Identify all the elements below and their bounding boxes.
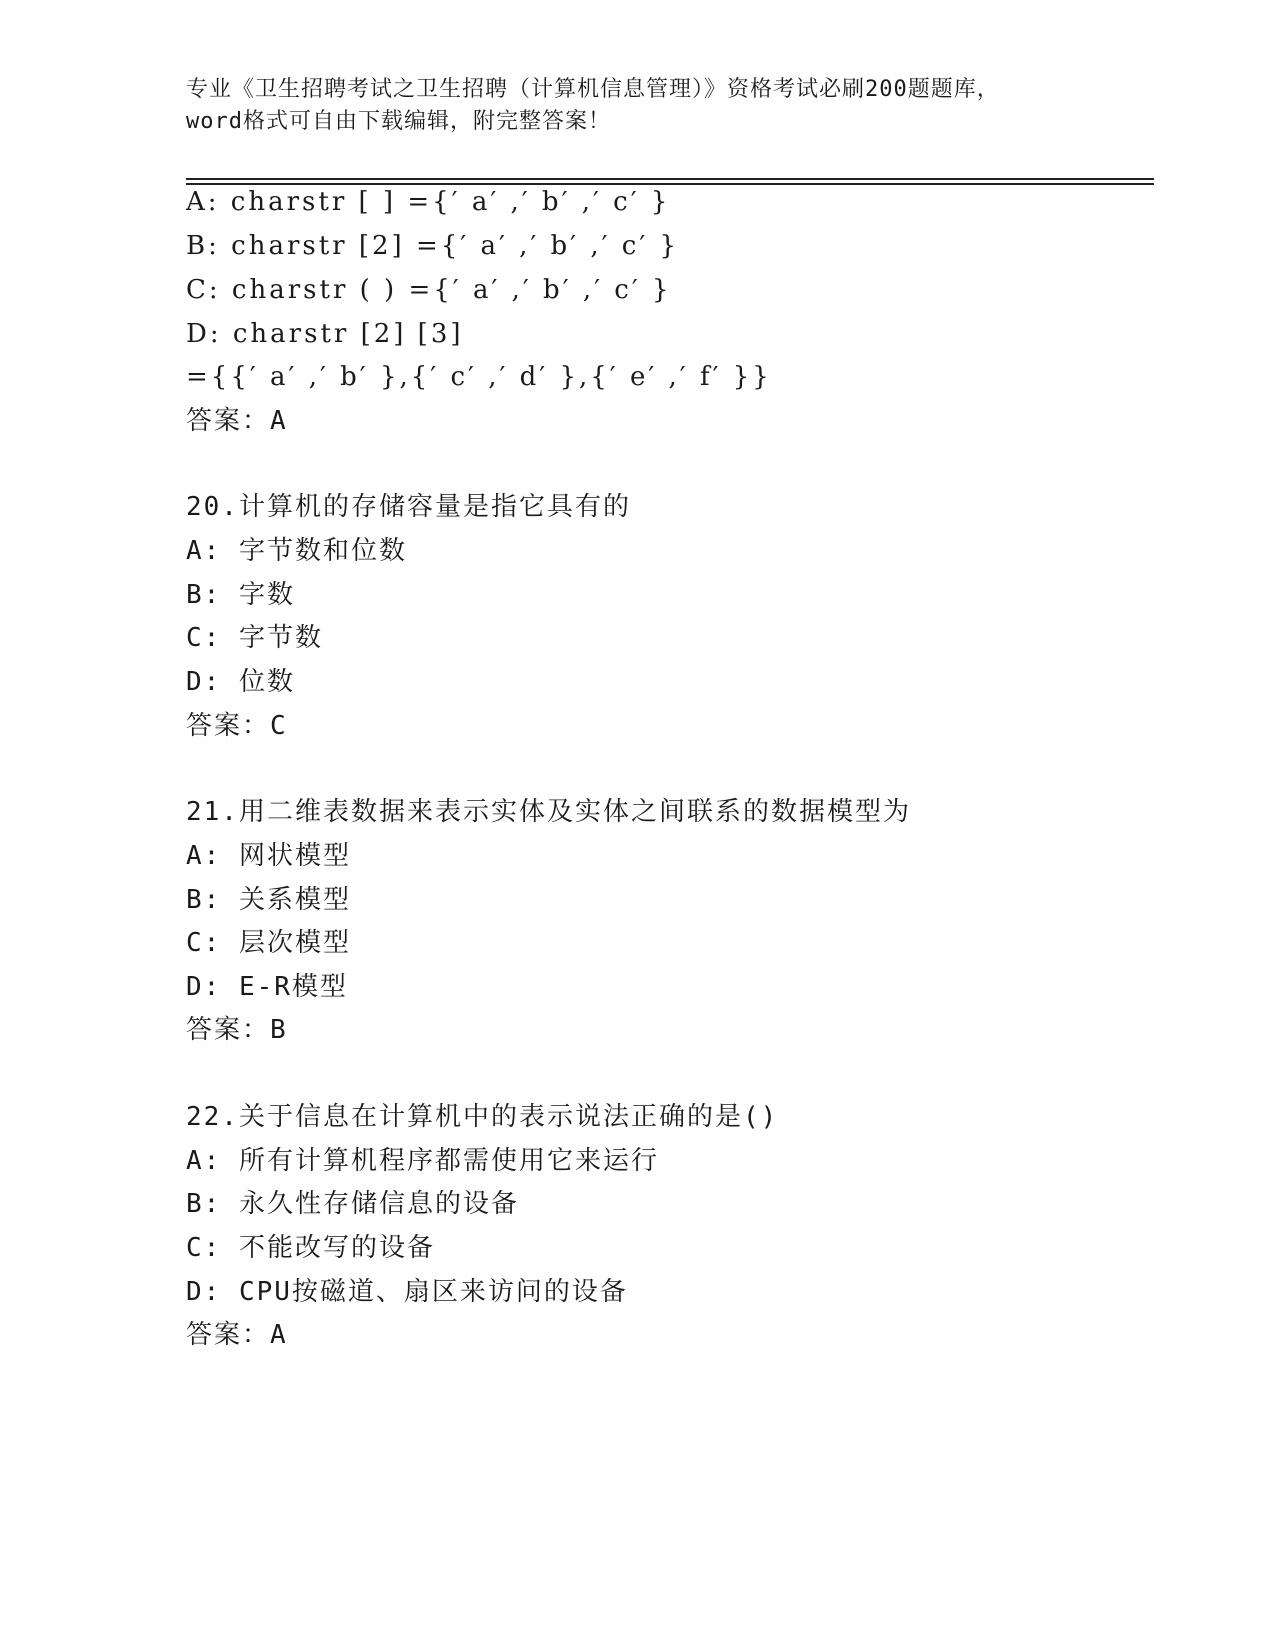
header-title-line-2: word格式可自由下载编辑，附完整答案！ [186,109,611,134]
q21-option-c: C: 层次模型 [186,928,351,958]
q21-question: 21.用二维表数据来表示实体及实体之间联系的数据模型为 [186,797,911,827]
q20-option-b: B: 字数 [186,580,295,610]
q19-option-b: B: charstr [2] ={′ a′ ,′ b′ ,′ c′ } [186,231,680,261]
q22-question: 22.关于信息在计算机中的表示说法正确的是() [186,1102,779,1132]
q19-answer: 答案：A [186,406,288,436]
q20-option-c: C: 字节数 [186,623,323,653]
document-header [186,74,1086,138]
q21-option-a: A: 网状模型 [186,841,351,871]
q22-option-d: D: CPU按磁道、扇区来访问的设备 [186,1277,628,1307]
q22-option-a: A: 所有计算机程序都需使用它来运行 [186,1146,659,1176]
q20-option-d: D: 位数 [186,667,295,697]
q19-option-d: D: charstr [2] [3] [186,319,464,349]
q20-answer: 答案：C [186,711,288,741]
q19-option-c: C: charstr ( ) ={′ a′ ,′ b′ ,′ c′ } [186,275,672,305]
q22-option-c: C: 不能改写的设备 [186,1233,435,1263]
q19-option-a: A: charstr [ ] ={′ a′ ,′ b′ ,′ c′ } [186,187,671,217]
q22-option-b: B: 永久性存储信息的设备 [186,1189,519,1219]
q21-option-b: B: 关系模型 [186,885,351,915]
q21-option-d: D: E-R模型 [186,972,348,1002]
q22-answer: 答案：A [186,1320,288,1350]
header-divider-bottom [186,183,1154,185]
q20-question: 20.计算机的存储容量是指它具有的 [186,492,631,522]
header-title-line-1: 专业《卫生招聘考试之卫生招聘（计算机信息管理）》资格考试必刷200题题库， [186,77,1000,102]
q20-option-a: A: 字节数和位数 [186,536,407,566]
q21-answer: 答案：B [186,1015,288,1045]
q19-option-d-continued: ={{′ a′ ,′ b′ },{′ c′ ,′ d′ },{′ e′ ,′ f′ }} [186,362,772,392]
header-divider-top [186,178,1154,180]
